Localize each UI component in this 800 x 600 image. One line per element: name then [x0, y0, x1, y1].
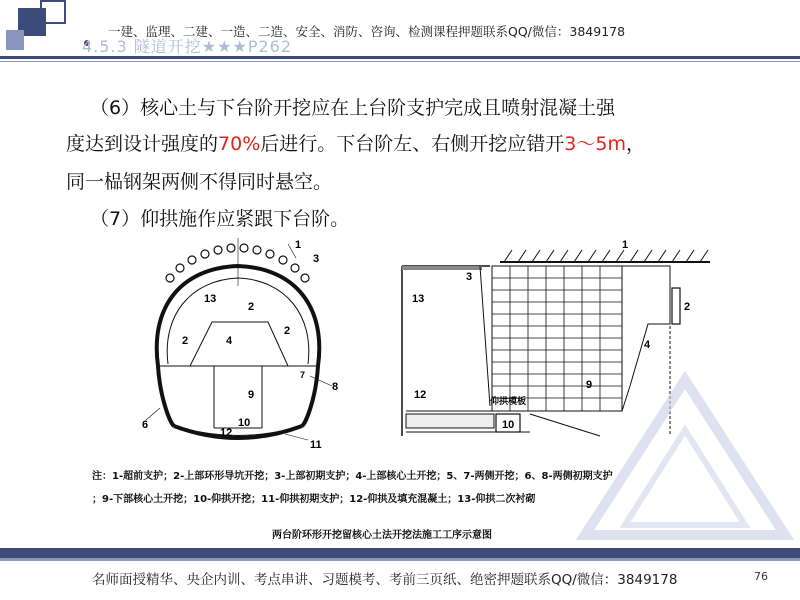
- header-rule: [0, 56, 800, 59]
- footer-bar-thin: [0, 558, 800, 561]
- top-banner: 一建、监理、二建、一造、二造、安全、消防、咨询、检测课程押题联系QQ/微信：3849178: [108, 24, 626, 39]
- figure-note-line1: 注：1-超前支护；2-上部环形导坑开挖；3-上部初期支护；4-上部核心土开挖；5、7-两侧开挖；6、8-两侧初期支护: [92, 471, 613, 482]
- page-number: 76: [754, 570, 768, 583]
- svg-text:9: 9: [248, 389, 255, 401]
- svg-text:11: 11: [310, 439, 322, 451]
- svg-text:7: 7: [300, 370, 306, 380]
- svg-text:9: 9: [586, 379, 593, 391]
- watermark-logo: [575, 370, 795, 540]
- decor-square-light: [6, 30, 24, 50]
- paragraph-6-line2: 度达到设计强度的70%后进行。下台阶左、右侧开挖应错开3～5m，: [66, 133, 645, 155]
- figure-note-line2: ；9-下部核心土开挖；10-仰拱开挖；11-仰拱初期支护；12-仰拱及填充混凝土；13-仰拱二次衬砌: [92, 494, 536, 505]
- highlight-70-percent: 70%: [218, 133, 261, 155]
- paragraph-6-line3: 同一榀钢架两侧不得同时悬空。: [66, 171, 333, 193]
- svg-text:2: 2: [684, 301, 691, 313]
- svg-text:6: 6: [142, 419, 149, 431]
- svg-text:1: 1: [295, 239, 302, 251]
- highlight-3-5m: 3～5m: [564, 133, 626, 155]
- svg-text:仰拱模板: 仰拱模板: [490, 396, 527, 406]
- svg-text:2: 2: [284, 325, 291, 337]
- svg-text:10: 10: [238, 417, 251, 429]
- slide-title: 4.5.3 隧道开挖★★★P262: [82, 37, 293, 56]
- footer-text: 名师面授精华、央企内训、考点串讲、习题模考、考前三页纸、绝密押题联系QQ/微信：3849178: [92, 572, 678, 588]
- svg-text:13: 13: [204, 293, 217, 305]
- svg-text:3: 3: [466, 271, 473, 283]
- svg-text:12: 12: [220, 427, 233, 439]
- svg-text:2: 2: [248, 301, 255, 313]
- svg-text:4: 4: [226, 335, 233, 347]
- svg-text:12: 12: [414, 389, 427, 401]
- svg-text:2: 2: [182, 335, 189, 347]
- paragraph-7: （7）仰拱施作应紧跟下台阶。: [90, 208, 350, 230]
- svg-text:8: 8: [332, 381, 339, 393]
- svg-text:10: 10: [502, 419, 515, 431]
- paragraph-6-line1: （6）核心土与下台阶开挖应在上台阶支护完成且喷射混凝土强: [90, 97, 616, 119]
- svg-text:13: 13: [412, 293, 425, 305]
- figure-caption: 两台阶环形开挖留核心土法开挖法施工工序示意图: [272, 530, 492, 541]
- tunnel-cross-section-diagram: [120, 238, 370, 453]
- svg-text:1: 1: [622, 239, 629, 251]
- footer-bar: [0, 548, 800, 558]
- header-rule-thin: [0, 61, 800, 62]
- svg-text:3: 3: [313, 253, 320, 265]
- svg-text:4: 4: [644, 339, 651, 351]
